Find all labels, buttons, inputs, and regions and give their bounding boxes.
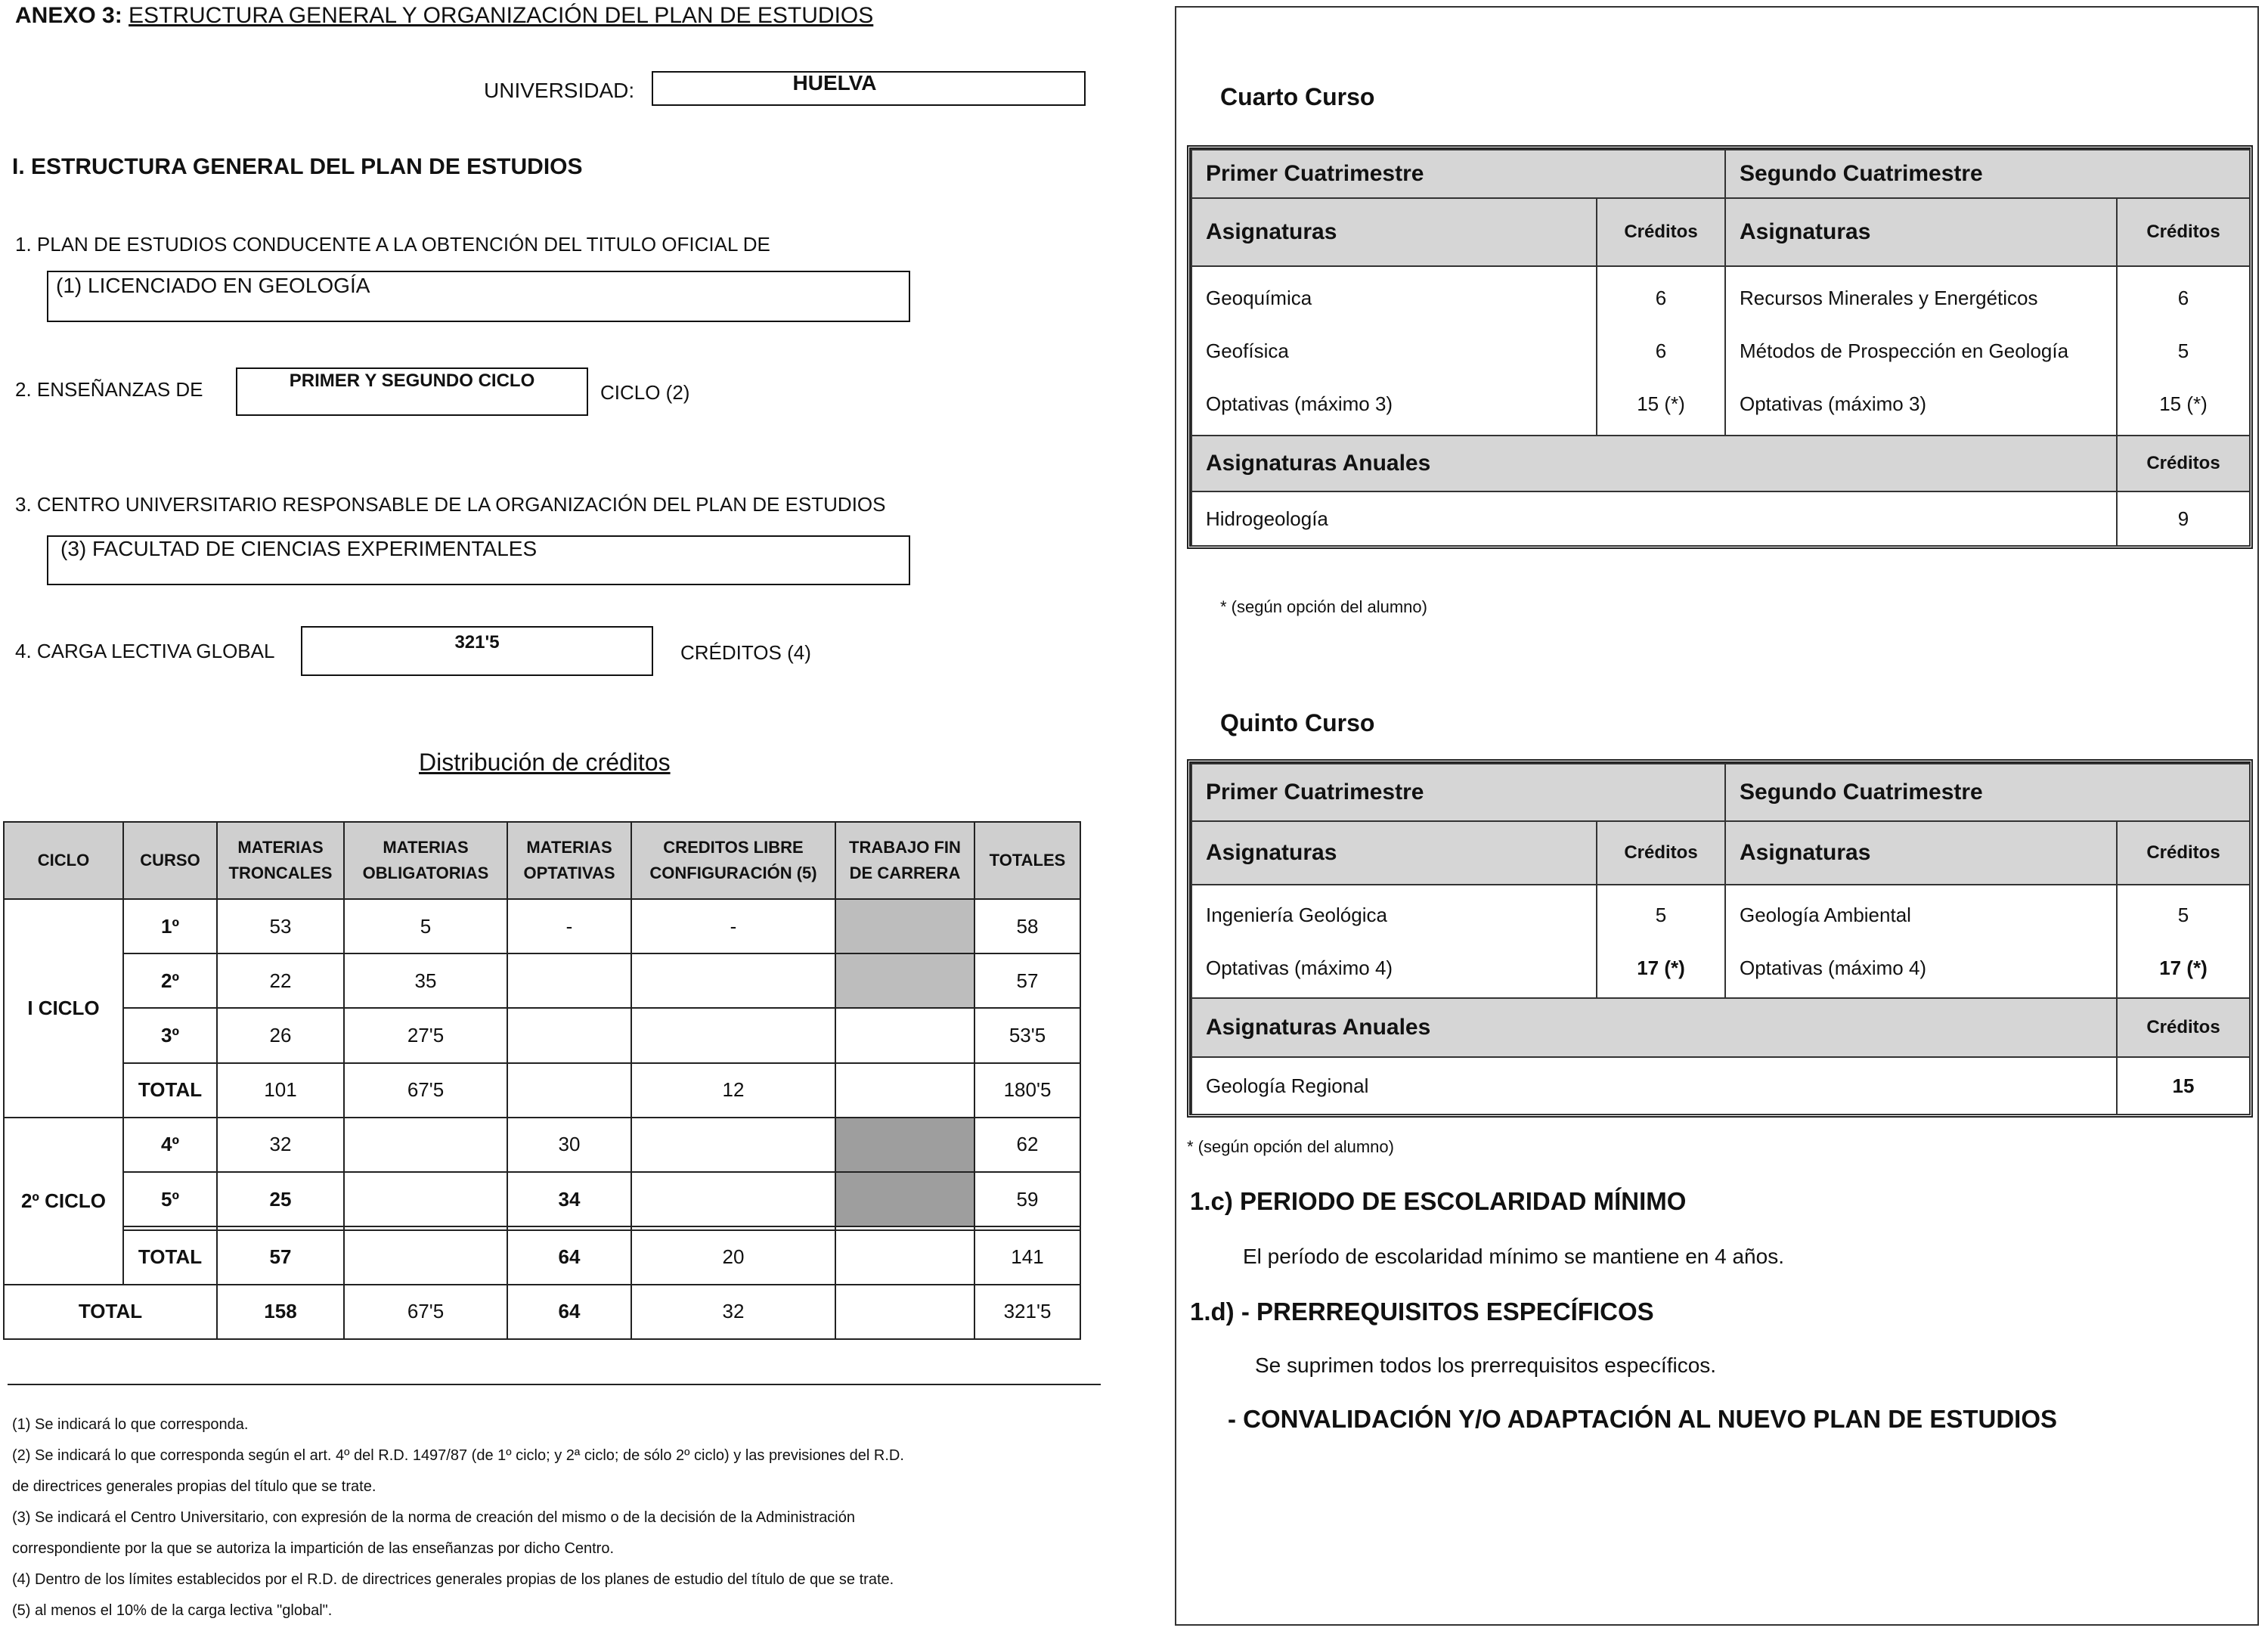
list-item: 6 <box>1655 340 1667 362</box>
cuarto-sem2-header: Segundo Cuatrimestre <box>1725 150 2250 198</box>
item2-value-box <box>236 367 588 416</box>
table-cell: TOTAL <box>123 1063 217 1118</box>
grand-total-row <box>4 1285 1080 1339</box>
cuarto-title: Cuarto Curso <box>1220 83 1375 110</box>
list-item: 15 (*) <box>1637 392 1685 415</box>
list-item: 15 (*) <box>2159 392 2208 415</box>
cuarto-note: * (según opción del alumno) <box>1220 597 1427 616</box>
footnote-3: (3) Se indicará el Centro Universitario, con expresión de la norma de creación del mismo o de la decisión de la Administración <box>12 1509 855 1526</box>
item1-value-box <box>47 271 910 322</box>
table-cell <box>507 953 631 1008</box>
table-cell <box>631 1008 835 1062</box>
cuarto-asig-header-left: Asignaturas <box>1191 198 1597 266</box>
quinto-asig-header-left: Asignaturas <box>1191 821 1597 885</box>
table-cell <box>835 1118 974 1172</box>
item4-value: 321'5 <box>454 632 500 653</box>
quinto-cred-header-left: Créditos <box>1597 821 1725 885</box>
footnote-rule <box>8 1384 1101 1385</box>
quinto-cred-header-right: Créditos <box>2117 821 2250 885</box>
table-cell: 20 <box>631 1230 835 1285</box>
table-cell: 32 <box>217 1118 344 1172</box>
quinto-anuales-header: Asignaturas Anuales <box>1191 998 2117 1057</box>
table-cell <box>631 1172 835 1226</box>
cuarto-cred-header-right: Créditos <box>2117 198 2250 266</box>
table-cell: 5 <box>344 899 507 953</box>
table-cell: - <box>631 899 835 953</box>
table-cell <box>835 899 974 953</box>
table-cell <box>835 1063 974 1118</box>
table-cell: 25 <box>217 1172 344 1226</box>
header-totales: TOTALES <box>974 822 1080 899</box>
header-trabajo-fin: TRABAJO FIN DE CARRERA <box>835 822 974 899</box>
table-cell: 53'5 <box>974 1008 1080 1062</box>
header-obligatorias: MATERIAS OBLIGATORIAS <box>344 822 507 899</box>
list-item: Geoquímica <box>1206 287 1312 309</box>
quinto-anual-credit: 15 <box>2117 1057 2250 1115</box>
distribution-title: Distribución de créditos <box>419 749 671 776</box>
table-cell: 53 <box>217 899 344 953</box>
item4-label: 4. CARGA LECTIVA GLOBAL <box>15 640 275 662</box>
list-item: 17 (*) <box>1637 957 1685 979</box>
footnote-3-cont: correspondiente por la que se autoriza la impartición de las enseñanzas por dicho Centro. <box>12 1540 615 1557</box>
annex-heading <box>15 3 873 29</box>
table-cell: - <box>507 899 631 953</box>
table-row <box>4 953 1080 1008</box>
table-cell: 64 <box>507 1285 631 1339</box>
table-cell: 158 <box>217 1285 344 1339</box>
cuarto-anual-credit: 9 <box>2117 491 2250 546</box>
quinto-anual-subject: Geología Regional <box>1191 1057 2117 1115</box>
table-cell: 64 <box>507 1230 631 1285</box>
table-cell <box>835 1008 974 1062</box>
table-cell: TOTAL <box>123 1230 217 1285</box>
table-cell: 62 <box>974 1118 1080 1172</box>
item2-label: 2. ENSEÑANZAS DE <box>15 378 203 401</box>
quinto-title: Quinto Curso <box>1220 709 1375 736</box>
list-item: Métodos de Prospección en Geología <box>1740 340 2069 362</box>
quinto-asig-header-right: Asignaturas <box>1725 821 2117 885</box>
table-cell: 34 <box>507 1172 631 1226</box>
table-cell <box>344 1172 507 1226</box>
table-cell <box>631 953 835 1008</box>
list-item: Optativas (máximo 3) <box>1206 392 1393 415</box>
table-cell <box>835 1285 974 1339</box>
list-item: 6 <box>1655 287 1667 309</box>
table-cell: 35 <box>344 953 507 1008</box>
table-cell: 1º <box>123 899 217 953</box>
header-curso: CURSO <box>123 822 217 899</box>
footnote-1: (1) Se indicará lo que corresponda. <box>12 1416 249 1433</box>
item4-value-box <box>301 626 653 676</box>
quinto-note: * (según opción del alumno) <box>1187 1137 1394 1156</box>
table-cell: 321'5 <box>974 1285 1080 1339</box>
item1-label: 1. PLAN DE ESTUDIOS CONDUCENTE A LA OBTENCIÓN DEL TITULO OFICIAL DE <box>15 233 770 256</box>
table-cell: 5º <box>123 1172 217 1226</box>
cuarto-left-subjects <box>1191 266 1597 436</box>
table-cell: 57 <box>217 1230 344 1285</box>
table-row <box>4 1008 1080 1062</box>
table-row <box>4 1118 1080 1172</box>
table-cell: 2º <box>123 953 217 1008</box>
cuarto-sem1-header: Primer Cuatrimestre <box>1191 150 1725 198</box>
list-item: Recursos Minerales y Energéticos <box>1740 287 2038 309</box>
quinto-sem2-header: Segundo Cuatrimestre <box>1725 764 2250 821</box>
table-cell: 27'5 <box>344 1008 507 1062</box>
table-cell: 67'5 <box>344 1285 507 1339</box>
item2-suffix: CICLO (2) <box>600 381 690 404</box>
university-value: HUELVA <box>792 71 877 95</box>
table-cell <box>835 1172 974 1226</box>
item3-value: (3) FACULTAD DE CIENCIAS EXPERIMENTALES <box>60 537 538 560</box>
table-row <box>4 1172 1080 1226</box>
credit-distribution-table <box>3 821 1081 1340</box>
section-1c-text: El período de escolaridad mínimo se mantiene en 4 años. <box>1243 1245 1784 1268</box>
table-row <box>4 1063 1080 1118</box>
section-1d-text: Se suprimen todos los prerrequisitos específicos. <box>1255 1353 1717 1377</box>
cuarto-anuales-header: Asignaturas Anuales <box>1191 436 2117 491</box>
item2-value: PRIMER Y SEGUNDO CICLO <box>289 371 535 391</box>
table-cell <box>344 1118 507 1172</box>
table-row <box>4 1230 1080 1285</box>
table-cell <box>835 1230 974 1285</box>
grand-total-label: TOTAL <box>4 1285 217 1339</box>
cuarto-right-subjects <box>1725 266 2117 436</box>
table-cell: 3º <box>123 1008 217 1062</box>
table-row <box>4 899 1080 953</box>
item1-value: (1) LICENCIADO EN GEOLOGÍA <box>56 274 370 297</box>
cuarto-cred-header-left: Créditos <box>1597 198 1725 266</box>
table-cell: 141 <box>974 1230 1080 1285</box>
table-cell: 30 <box>507 1118 631 1172</box>
cuarto-right-credits <box>2117 266 2250 436</box>
table-cell: 59 <box>974 1172 1080 1226</box>
table-cell: 101 <box>217 1063 344 1118</box>
table-cell <box>631 1118 835 1172</box>
list-item: 5 <box>2177 340 2189 362</box>
quinto-right-subjects <box>1725 885 2117 998</box>
list-item: Ingeniería Geológica <box>1206 904 1387 926</box>
university-value-box <box>652 71 1086 106</box>
table-cell <box>507 1063 631 1118</box>
section-convalidacion-title: - CONVALIDACIÓN Y/O ADAPTACIÓN AL NUEVO PLAN DE ESTUDIOS <box>1228 1405 2058 1433</box>
footnotes <box>12 1409 1086 1626</box>
quinto-table <box>1187 759 2253 1118</box>
list-item: Optativas (máximo 3) <box>1740 392 1927 415</box>
list-item: 5 <box>2177 904 2189 926</box>
table-cell: 12 <box>631 1063 835 1118</box>
header-libre-configuracion: CREDITOS LIBRE CONFIGURACIÓN (5) <box>631 822 835 899</box>
header-troncales: MATERIAS TRONCALES <box>217 822 344 899</box>
table-cell: 57 <box>974 953 1080 1008</box>
table-cell: 4º <box>123 1118 217 1172</box>
footnote-4: (4) Dentro de los límites establecidos por el R.D. de directrices generales propias de los planes de estudio del título de que se trate. <box>12 1571 894 1588</box>
list-item: Geología Ambiental <box>1740 904 1911 926</box>
table-cell: 58 <box>974 899 1080 953</box>
ciclo2-label: 2º CICLO <box>4 1118 123 1285</box>
annex-title: ESTRUCTURA GENERAL Y ORGANIZACIÓN DEL PLAN DE ESTUDIOS <box>129 3 874 28</box>
item3-value-box <box>47 535 910 585</box>
list-item: Optativas (máximo 4) <box>1206 957 1393 979</box>
table-header-row <box>4 822 1080 899</box>
footnote-2: (2) Se indicará lo que corresponda según el art. 4º del R.D. 1497/87 (de 1º ciclo; y 2ª ciclo; de sólo 2º ciclo) y las previsiones del R.D. <box>12 1447 904 1464</box>
cuarto-asig-header-right: Asignaturas <box>1725 198 2117 266</box>
quinto-left-subjects <box>1191 885 1597 998</box>
table-cell: 67'5 <box>344 1063 507 1118</box>
table-cell: 180'5 <box>974 1063 1080 1118</box>
cuarto-table <box>1187 145 2253 549</box>
list-item: 5 <box>1655 904 1667 926</box>
table-cell <box>344 1230 507 1285</box>
table-cell: 22 <box>217 953 344 1008</box>
quinto-left-credits <box>1597 885 1725 998</box>
quinto-sem1-header: Primer Cuatrimestre <box>1191 764 1725 821</box>
list-item: Optativas (máximo 4) <box>1740 957 1927 979</box>
ciclo1-label: I CICLO <box>4 899 123 1118</box>
footnote-2-cont: de directrices generales propias del título que se trate. <box>12 1478 376 1495</box>
list-item: 17 (*) <box>2159 957 2208 979</box>
section-1d-title: 1.d) - PRERREQUISITOS ESPECÍFICOS <box>1190 1298 1654 1325</box>
table-cell: 32 <box>631 1285 835 1339</box>
header-ciclo: CICLO <box>4 822 123 899</box>
list-item: Geofísica <box>1206 340 1289 362</box>
cuarto-left-credits <box>1597 266 1725 436</box>
cuarto-anuales-cred-header: Créditos <box>2117 436 2250 491</box>
quinto-right-credits <box>2117 885 2250 998</box>
university-label: UNIVERSIDAD: <box>484 79 635 102</box>
table-cell <box>507 1008 631 1062</box>
footnote-5: (5) al menos el 10% de la carga lectiva "global". <box>12 1602 333 1619</box>
table-cell: 26 <box>217 1008 344 1062</box>
header-optativas: MATERIAS OPTATIVAS <box>507 822 631 899</box>
list-item: 6 <box>2177 287 2189 309</box>
section-1c-title: 1.c) PERIODO DE ESCOLARIDAD MÍNIMO <box>1190 1187 1687 1215</box>
annex-prefix: ANEXO 3: <box>15 3 122 28</box>
cuarto-anual-subject: Hidrogeología <box>1191 491 2117 546</box>
table-cell <box>835 953 974 1008</box>
section-i-heading: I. ESTRUCTURA GENERAL DEL PLAN DE ESTUDIOS <box>12 154 583 179</box>
item3-label: 3. CENTRO UNIVERSITARIO RESPONSABLE DE LA ORGANIZACIÓN DEL PLAN DE ESTUDIOS <box>15 493 886 516</box>
item4-suffix: CRÉDITOS (4) <box>680 641 811 664</box>
quinto-anuales-cred-header: Créditos <box>2117 998 2250 1057</box>
